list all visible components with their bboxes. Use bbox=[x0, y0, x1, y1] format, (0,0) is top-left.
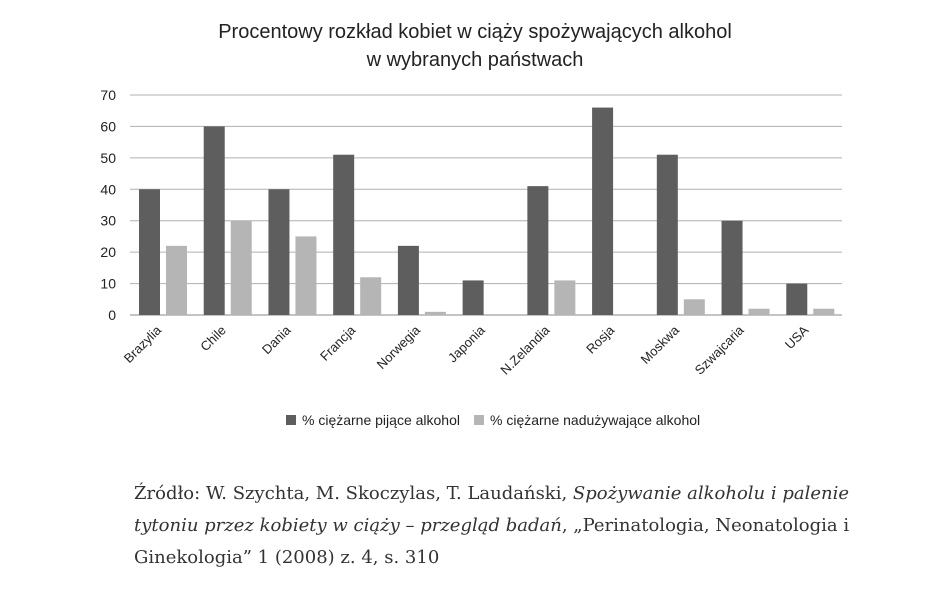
bar-drinking bbox=[463, 280, 484, 315]
x-axis-ticks bbox=[121, 322, 812, 378]
bar-drinking bbox=[333, 155, 354, 315]
y-tick-label: 60 bbox=[100, 118, 116, 135]
legend bbox=[286, 412, 700, 428]
bar-drinking bbox=[722, 221, 743, 315]
y-tick-label: 30 bbox=[100, 212, 116, 229]
x-tick-label: Szwajcaria bbox=[691, 322, 747, 378]
x-tick-label: N.Zelandia bbox=[497, 322, 553, 378]
y-tick-label: 50 bbox=[100, 149, 116, 166]
x-tick-label: Dania bbox=[258, 322, 294, 358]
source-citation bbox=[134, 478, 874, 574]
chart-title-line-1: Procentowy rozkład kobiet w ciąży spożywających alkohol bbox=[218, 21, 732, 43]
bar-drinking bbox=[592, 108, 613, 315]
y-tick-label: 0 bbox=[108, 307, 116, 323]
source-prefix: Źródło: W. Szychta, M. Skoczylas, T. Laudański, bbox=[134, 483, 573, 504]
bar-drinking bbox=[204, 126, 225, 315]
y-tick-label: 70 bbox=[100, 87, 116, 103]
bar-drinking bbox=[786, 284, 807, 315]
y-axis-ticks bbox=[100, 87, 116, 323]
x-tick-label: Brazylia bbox=[120, 322, 165, 366]
x-tick-label: USA bbox=[781, 322, 812, 353]
source-journal: , „Perinatologia, Neonatologia i Ginekologia” bbox=[134, 515, 850, 568]
bar-drinking bbox=[657, 155, 678, 315]
bar-abusing bbox=[360, 277, 381, 315]
bar-drinking bbox=[527, 186, 548, 315]
source-title: Spożywanie alkoholu i palenie tytoniu przez kobiety w ciąży – przegląd badań bbox=[134, 483, 850, 536]
chart-title-line-2: w wybranych państwach bbox=[366, 49, 584, 71]
bar-abusing bbox=[749, 309, 770, 315]
bar-abusing bbox=[166, 246, 187, 315]
x-tick-label: Chile bbox=[197, 322, 229, 355]
source-issue: 1 (2008) z. 4, s. 310 bbox=[251, 547, 440, 568]
legend-swatch-abusing bbox=[474, 415, 484, 425]
x-tick-label: Moskwa bbox=[637, 322, 682, 367]
bar-abusing bbox=[425, 312, 446, 315]
legend-label-abusing: % ciężarne nadużywające alkohol bbox=[490, 412, 701, 428]
y-tick-label: 10 bbox=[100, 275, 116, 292]
bar-abusing bbox=[813, 309, 834, 315]
y-tick-label: 40 bbox=[100, 181, 116, 198]
x-tick-label: Francja bbox=[317, 322, 359, 364]
x-tick-label: Norwegia bbox=[373, 322, 424, 372]
legend-swatch-drinking bbox=[286, 415, 296, 425]
bar-drinking bbox=[398, 246, 419, 315]
bar-abusing bbox=[684, 299, 705, 315]
bar-drinking bbox=[268, 189, 289, 315]
x-tick-label: Rosja bbox=[583, 322, 618, 357]
y-tick-label: 20 bbox=[100, 244, 116, 261]
bar-drinking bbox=[139, 189, 160, 315]
x-tick-label: Japonia bbox=[444, 322, 488, 366]
bar-abusing bbox=[231, 221, 252, 315]
legend-label-drinking: % ciężarne pijące alkohol bbox=[302, 412, 460, 428]
bar-abusing bbox=[554, 280, 575, 315]
bar-abusing bbox=[295, 236, 316, 315]
